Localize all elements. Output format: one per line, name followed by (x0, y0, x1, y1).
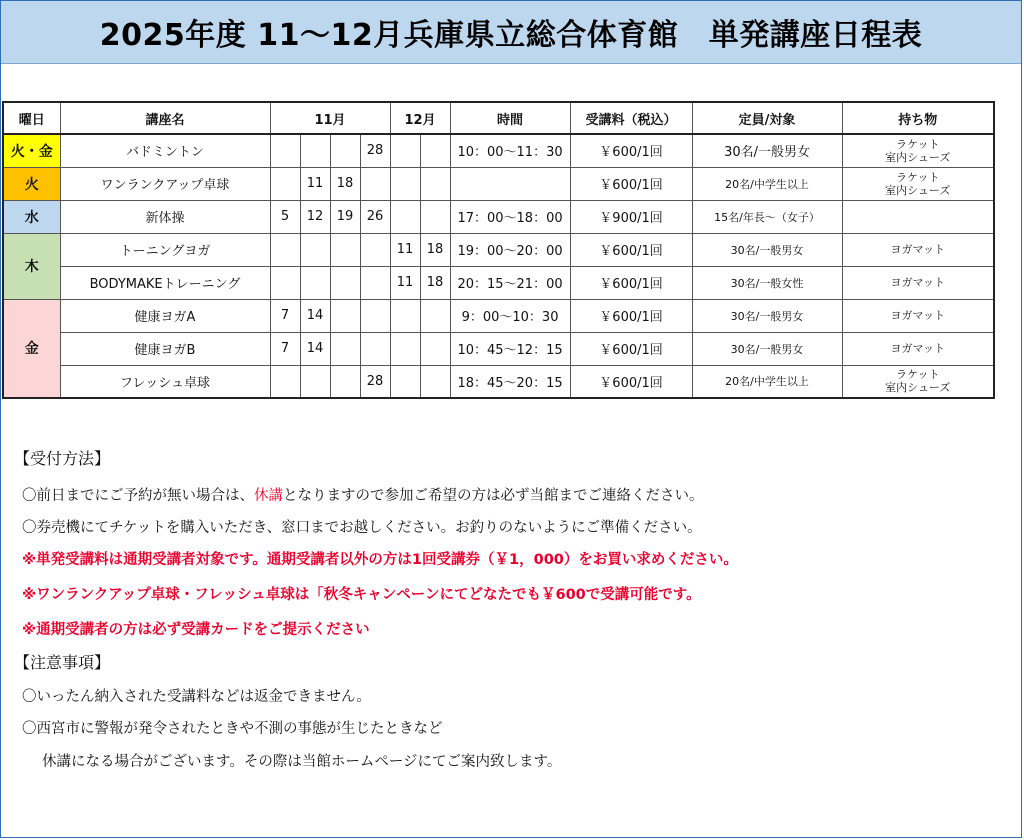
date-cell (330, 365, 360, 398)
items-cell (842, 332, 994, 365)
note-line: 休講になる場合がございます。その際は当館ホームページにてご案内致します。 (42, 754, 562, 770)
date-cell (270, 167, 300, 200)
date-cell (360, 266, 390, 299)
date-cell (270, 365, 300, 398)
page-title: 2025年度 11～12月兵庫県立総合体育館 単発講座日程表 (99, 18, 923, 53)
course-name: BODYMAKEトレーニング (60, 266, 270, 299)
date-cell (420, 134, 450, 167)
time-cell: 17：00～18：00 (450, 200, 570, 233)
header-fee: 受講料（税込） (570, 102, 692, 134)
date-cell (270, 134, 300, 167)
date-cell (360, 233, 390, 266)
header-items: 持ち物 (842, 102, 994, 134)
table-header-row (3, 102, 994, 134)
note-text: となりますので参加ご希望の方は必ず当館までご連絡ください。 (283, 488, 704, 504)
time-cell: 18：45～20：15 (450, 365, 570, 398)
date-cell (390, 200, 420, 233)
date-cell (390, 167, 420, 200)
table-row (3, 332, 994, 365)
fee-cell: ￥600/1回 (570, 365, 692, 398)
course-name: バドミントン (60, 134, 270, 167)
date-cell (420, 167, 450, 200)
fee-cell: ￥900/1回 (570, 200, 692, 233)
table-row (3, 299, 994, 332)
header-time: 時間 (450, 102, 570, 134)
date-cell (300, 266, 330, 299)
items-line: ヨガマット (890, 342, 946, 355)
date-cell: 18 (420, 233, 450, 266)
date-cell (390, 134, 420, 167)
items-cell (842, 134, 994, 167)
date-cell (300, 134, 330, 167)
fee-cell: ￥600/1回 (570, 299, 692, 332)
table-row (3, 365, 994, 398)
date-cell (330, 299, 360, 332)
table-row (3, 200, 994, 233)
time-cell: 19：00～20：00 (450, 233, 570, 266)
items-cell (842, 365, 994, 398)
time-cell: 10：00～11：30 (450, 134, 570, 167)
items-line: 室内シューズ (885, 381, 951, 395)
course-name: トーニングヨガ (60, 233, 270, 266)
fee-cell: ￥600/1回 (570, 134, 692, 167)
fee-cell: ￥600/1回 (570, 233, 692, 266)
items-line: ラケット (896, 368, 940, 382)
date-cell: 28 (360, 134, 390, 167)
date-cell (390, 299, 420, 332)
course-name: フレッシュ卓球 (60, 365, 270, 398)
time-cell: 9：00～10：30 (450, 299, 570, 332)
note-line (22, 484, 704, 505)
time-cell: 20：15～21：00 (450, 266, 570, 299)
day-cell-fri: 金 (3, 299, 60, 398)
note-line: 〇券売機にてチケットを購入いただき、窓口までお越しください。お釣りのないようにご準備ください。 (22, 520, 702, 536)
capacity-cell: 20名/中学生以上 (692, 365, 842, 398)
date-cell (420, 332, 450, 365)
date-cell (330, 134, 360, 167)
warning-line: ※通期受講者の方は必ず受講カードをご提示ください (22, 622, 370, 638)
date-cell: 11 (390, 233, 420, 266)
day-cell-thu: 木 (3, 233, 60, 299)
items-line: ヨガマット (890, 309, 946, 322)
title-banner (1, 1, 1021, 64)
items-cell (842, 299, 994, 332)
header-capacity: 定員/対象 (692, 102, 842, 134)
date-cell: 12 (300, 200, 330, 233)
date-cell: 18 (330, 167, 360, 200)
note-line: 〇西宮市に警報が発令されたときや不測の事態が生じたときなど (22, 721, 443, 737)
date-cell: 14 (300, 299, 330, 332)
day-cell-wed: 水 (3, 200, 60, 233)
date-cell (360, 332, 390, 365)
day-cell-tue: 火 (3, 167, 60, 200)
date-cell (270, 233, 300, 266)
items-cell (842, 233, 994, 266)
schedule-table (2, 101, 995, 399)
date-cell (270, 266, 300, 299)
capacity-cell: 30名/一般男女 (692, 332, 842, 365)
date-cell (420, 200, 450, 233)
header-course: 講座名 (60, 102, 270, 134)
note-line: 〇いったん納入された受講料などは返金できません。 (22, 689, 371, 705)
course-name: 健康ヨガB (60, 332, 270, 365)
items-cell (842, 200, 994, 233)
items-line: 室内シューズ (885, 183, 951, 197)
date-cell (360, 167, 390, 200)
fee-cell: ￥600/1回 (570, 266, 692, 299)
date-cell (390, 365, 420, 398)
reception-heading: 【受付方法】 (14, 449, 111, 468)
date-cell: 11 (390, 266, 420, 299)
date-cell (390, 332, 420, 365)
date-cell (420, 299, 450, 332)
header-december: 12月 (390, 102, 450, 134)
course-name: 健康ヨガA (60, 299, 270, 332)
date-cell: 19 (330, 200, 360, 233)
date-cell: 7 (270, 332, 300, 365)
items-line: ヨガマット (890, 276, 946, 289)
table-row (3, 266, 994, 299)
date-cell: 5 (270, 200, 300, 233)
date-cell (360, 299, 390, 332)
items-line: ラケット (896, 137, 940, 151)
date-cell (300, 233, 330, 266)
warning-line: ※単発受講料は通期受講者対象です。通期受講者以外の方は1回受講券（￥1，000）をお買い求めください。 (22, 552, 738, 568)
date-cell (330, 266, 360, 299)
items-cell (842, 167, 994, 200)
table-row (3, 233, 994, 266)
capacity-cell: 30名/一般男女 (692, 134, 842, 167)
header-november: 11月 (270, 102, 390, 134)
date-cell (300, 365, 330, 398)
day-cell-tue-fri: 火・金 (3, 134, 60, 167)
date-cell: 26 (360, 200, 390, 233)
time-cell (450, 167, 570, 200)
fee-cell: ￥600/1回 (570, 167, 692, 200)
date-cell: 11 (300, 167, 330, 200)
capacity-cell: 30名/一般男女 (692, 299, 842, 332)
items-line: ラケット (896, 170, 940, 184)
date-cell: 28 (360, 365, 390, 398)
table-row (3, 134, 994, 167)
items-line: ヨガマット (890, 243, 946, 256)
header-day: 曜日 (3, 102, 60, 134)
capacity-cell: 20名/中学生以上 (692, 167, 842, 200)
date-cell (420, 365, 450, 398)
caution-heading: 【注意事項】 (14, 653, 111, 672)
warning-line: ※ワンランクアップ卓球・フレッシュ卓球は「秋冬キャンペーンにてどなたでも￥600で受講可能です。 (22, 587, 701, 603)
date-cell: 18 (420, 266, 450, 299)
items-line: 室内シューズ (885, 150, 951, 164)
course-name: 新体操 (60, 200, 270, 233)
note-text: 〇前日までにご予約が無い場合は、 (22, 488, 254, 504)
course-name: ワンランクアップ卓球 (60, 167, 270, 200)
time-cell: 10：45～12：15 (450, 332, 570, 365)
date-cell: 7 (270, 299, 300, 332)
date-cell (330, 332, 360, 365)
table-row (3, 167, 994, 200)
fee-cell: ￥600/1回 (570, 332, 692, 365)
date-cell: 14 (300, 332, 330, 365)
capacity-cell: 15名/年長～（女子） (692, 200, 842, 233)
note-highlight: 休講 (254, 488, 283, 504)
capacity-cell: 30名/一般男女 (692, 233, 842, 266)
items-cell (842, 266, 994, 299)
capacity-cell: 30名/一般女性 (692, 266, 842, 299)
date-cell (330, 233, 360, 266)
